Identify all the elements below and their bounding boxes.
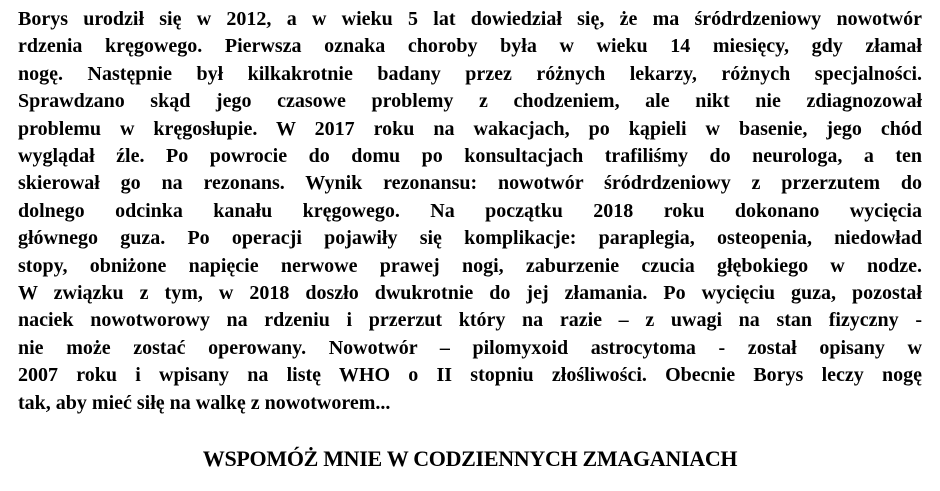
paragraph-line: stopy, obniżone napięcie nerwowe prawej nogi, zaburzenie czucia głębokiego w nodze. (18, 254, 922, 277)
paragraph-line: 2007 roku i wpisany na listę WHO o II stopniu złośliwości. Obecnie Borys leczy nogę (18, 364, 922, 387)
paragraph-line: wyglądał źle. Po powrocie do domu po konsultacjach trafiliśmy do neurologa, a ten (18, 145, 922, 168)
appeal-heading: WSPOMÓŻ MNIE W CODZIENNYCH ZMAGANIACH (202, 446, 738, 472)
paragraph-line: głównego guza. Po operacji pojawiły się komplikacje: paraplegia, osteopenia, niedowład (18, 227, 922, 250)
paragraph-line: rdzenia kręgowego. Pierwsza oznaka choroby była w wieku 14 miesięcy, gdy złamał (18, 35, 922, 58)
paragraph-line: nogę. Następnie był kilkakrotnie badany przez różnych lekarzy, różnych specjalności. (18, 62, 922, 85)
paragraph-line: Borys urodził się w 2012, a w wieku 5 lat dowiedział się, że ma śródrdzeniowy nowotwór (18, 8, 922, 30)
paragraph-line: nie może zostać operowany. Nowotwór – pilomyxoid astrocytoma - został opisany w (18, 336, 922, 359)
paragraph-line: tak, aby mieć siłę na walkę z nowotworem... (18, 391, 391, 414)
paragraph-line: Sprawdzano skąd jego czasowe problemy z chodzeniem, ale nikt nie zdiagnozował (18, 90, 922, 113)
paragraph-line: skierował go na rezonans. Wynik rezonansu: nowotwór śródrdzeniowy z przerzutem do (18, 172, 922, 195)
paragraph-line: W związku z tym, w 2018 doszło dwukrotnie do jej złamania. Po wycięciu guza, pozostał (18, 282, 922, 305)
paragraph-line: problemu w kręgosłupie. W 2017 roku na wakacjach, po kąpieli w basenie, jego chód (18, 117, 922, 140)
paragraph-line: dolnego odcinka kanału kręgowego. Na początku 2018 roku dokonano wycięcia (18, 199, 922, 222)
paragraph-line: naciek nowotworowy na rdzeniu i przerzut który na razie – z uwagi na stan fizyczny - (18, 309, 922, 332)
